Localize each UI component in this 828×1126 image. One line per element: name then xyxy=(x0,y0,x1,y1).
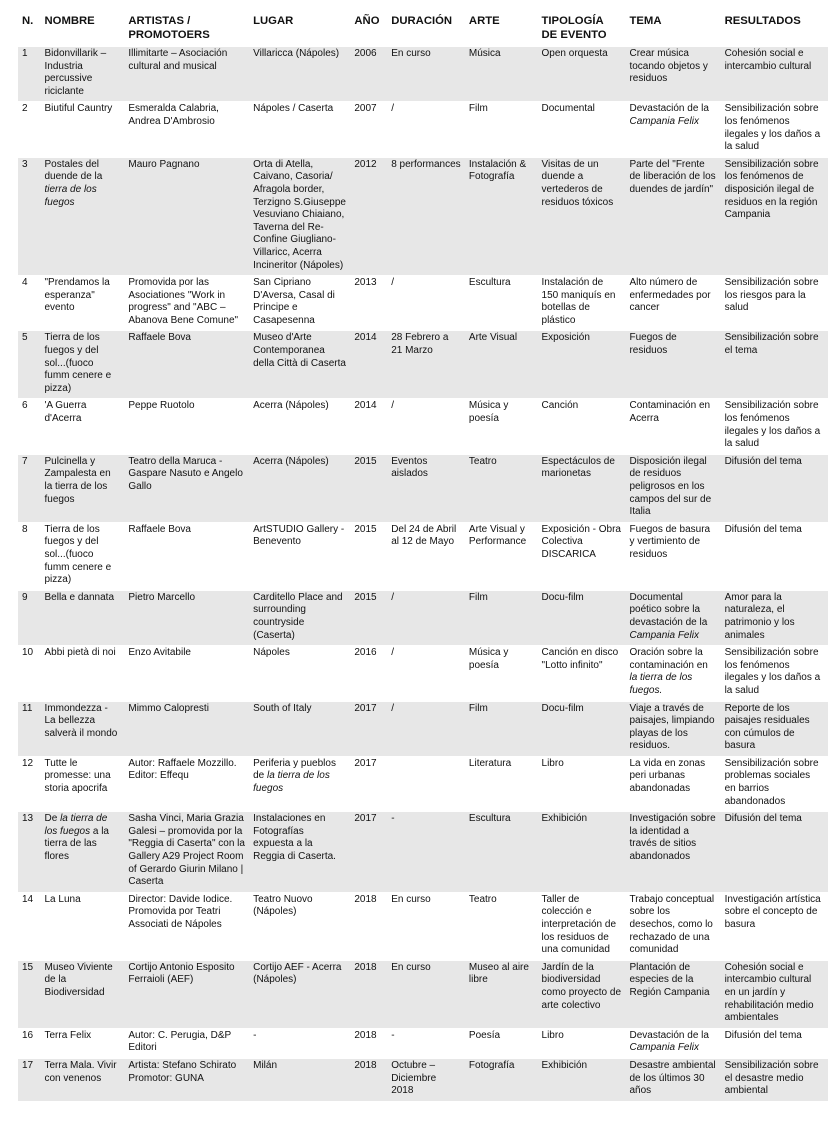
cell-ano: 2012 xyxy=(350,157,387,275)
table-row xyxy=(18,454,828,522)
cell-arte: Film xyxy=(465,701,538,756)
italic-text: Campania Felix xyxy=(629,629,699,641)
cell-resultados: Sensibilización sobre los fenómenos ilegales y los daños a la salud xyxy=(721,399,828,454)
text-segment: Teatro della Maruca - Gaspare Nasuto e Angelo Gallo xyxy=(128,455,243,492)
cell-nombre xyxy=(41,331,125,399)
text-segment: Peppe Ruotolo xyxy=(128,400,195,412)
cell-resultados: Difusión del tema xyxy=(721,812,828,893)
table-row xyxy=(18,1028,828,1058)
cell-duracion: - xyxy=(387,1028,465,1058)
table-row xyxy=(18,47,828,102)
cell-tema xyxy=(625,522,720,590)
cell-artistas xyxy=(124,276,249,331)
cell-tipologia: Open orquesta xyxy=(538,47,626,102)
text-segment: a la tierra de las flores xyxy=(44,825,109,863)
cell-resultados: Difusión del tema xyxy=(721,522,828,590)
table-body xyxy=(18,47,828,1101)
cell-nombre xyxy=(41,960,125,1028)
cell-ano: 2015 xyxy=(350,454,387,522)
text-segment: Artista: Stefano Schirato Promotor: GUNA xyxy=(128,1059,237,1084)
text-segment: Biutiful Cauntry xyxy=(44,103,113,115)
text-segment: Alto número de enfermedades por cancer xyxy=(629,277,711,314)
cell-arte: Escultura xyxy=(465,276,538,331)
table-row xyxy=(18,892,828,960)
text-segment: Contaminación en Acerra xyxy=(629,400,711,425)
table-row xyxy=(18,756,828,811)
cell-tema xyxy=(625,276,720,331)
text-segment: San Cipriano D'Aversa, Casal di Principe e Casapesenna xyxy=(253,277,335,326)
text-segment: Museo Viviente de la Biodiversidad xyxy=(44,961,113,998)
cell-artistas xyxy=(124,756,249,811)
cell-lugar xyxy=(249,756,350,811)
cell-artistas xyxy=(124,1028,249,1058)
cell-ano: 2017 xyxy=(350,756,387,811)
text-segment: Viaje a través de paisajes, limpiando playas de los residuos. xyxy=(629,702,715,752)
cell-ano: 2014 xyxy=(350,331,387,399)
header-tipologia: TIPOLOGÍA DE EVENTO xyxy=(538,8,626,47)
text-segment: Acerra (Nápoles) xyxy=(253,400,329,412)
text-segment: Pulcinella y Zampalesta en la tierra de los fuegos xyxy=(44,455,111,505)
cell-tema xyxy=(625,646,720,701)
cell-lugar xyxy=(249,331,350,399)
text-segment: Bella e dannata xyxy=(44,591,115,603)
cell-resultados: Sensibilización sobre los fenómenos ilegales y los daños a la salud xyxy=(721,102,828,157)
cell-number: 17 xyxy=(18,1058,41,1100)
cell-resultados: Sensibilización sobre problemas sociales en barrios abandonados xyxy=(721,756,828,811)
cell-lugar xyxy=(249,701,350,756)
cell-lugar xyxy=(249,812,350,893)
cell-tema xyxy=(625,47,720,102)
text-segment: Bidonvillarik – Industria percussive riciclante xyxy=(44,48,107,97)
cell-nombre xyxy=(41,812,125,893)
cell-ano: 2014 xyxy=(350,399,387,454)
text-segment: Abbi pietà di noi xyxy=(44,647,116,659)
cell-ano: 2016 xyxy=(350,646,387,701)
cell-nombre xyxy=(41,399,125,454)
cell-duracion: / xyxy=(387,276,465,331)
cell-resultados: Cohesión social e intercambio cultural en un jardín y rehabilitación medio ambientales xyxy=(721,960,828,1028)
header-n: N. xyxy=(18,8,41,47)
cell-duracion: 8 performances xyxy=(387,157,465,275)
cell-tipologia: Espectáculos de marionetas xyxy=(538,454,626,522)
text-segment: Teatro Nuovo (Nápoles) xyxy=(253,893,313,918)
cell-number: 1 xyxy=(18,47,41,102)
cell-lugar xyxy=(249,276,350,331)
text-segment: Immondezza - La bellezza salverà il mondo xyxy=(44,702,118,739)
text-segment: 'A Guerra d'Acerra xyxy=(44,400,87,425)
cell-duracion: Octubre – Diciembre 2018 xyxy=(387,1058,465,1100)
cell-ano: 2018 xyxy=(350,1058,387,1100)
cell-duracion: / xyxy=(387,102,465,157)
cell-nombre xyxy=(41,756,125,811)
cell-resultados: Sensibilización sobre los fenómenos de disposición ilegal de residuos en la región Campania xyxy=(721,157,828,275)
cell-tema xyxy=(625,701,720,756)
cell-arte: Museo al aire libre xyxy=(465,960,538,1028)
cell-resultados: Sensibilización sobre el tema xyxy=(721,331,828,399)
cell-resultados: Difusión del tema xyxy=(721,454,828,522)
cell-duracion: Del 24 de Abril al 12 de Mayo xyxy=(387,522,465,590)
italic-text: Campania Felix xyxy=(629,1042,699,1054)
table-row xyxy=(18,590,828,645)
cell-tema xyxy=(625,1028,720,1058)
cell-number: 4 xyxy=(18,276,41,331)
table-row xyxy=(18,522,828,590)
cell-tipologia: Exhibición xyxy=(538,812,626,893)
cell-tema xyxy=(625,399,720,454)
header-ano: AÑO xyxy=(350,8,387,47)
cell-tema xyxy=(625,892,720,960)
cell-tema xyxy=(625,590,720,645)
cell-tema xyxy=(625,756,720,811)
cell-duracion: Eventos aislados xyxy=(387,454,465,522)
cell-resultados: Cohesión social e intercambio cultural xyxy=(721,47,828,102)
cell-arte: Música y poesía xyxy=(465,399,538,454)
text-segment: Instalaciones en Fotografías expuesta a la Reggia di Caserta. xyxy=(253,813,336,863)
cell-tipologia: Canción en disco "Lotto infinito" xyxy=(538,646,626,701)
cell-nombre xyxy=(41,892,125,960)
cell-ano: 2017 xyxy=(350,701,387,756)
cell-arte: Fotografía xyxy=(465,1058,538,1100)
cell-number: 2 xyxy=(18,102,41,157)
table-row xyxy=(18,331,828,399)
events-table xyxy=(18,8,828,1101)
text-segment: Sasha Vinci, Maria Grazia Galesi – promovida por la "Reggia di Caserta" con la Gallery A29 Project Room of Gerardo Giurin Milano | Caserta xyxy=(128,813,245,888)
cell-duracion: En curso xyxy=(387,47,465,102)
cell-number: 11 xyxy=(18,701,41,756)
cell-lugar xyxy=(249,47,350,102)
cell-artistas xyxy=(124,399,249,454)
cell-ano: 2017 xyxy=(350,812,387,893)
cell-lugar xyxy=(249,1028,350,1058)
text-segment: Fuegos de residuos xyxy=(629,332,677,357)
text-segment: Documental poético sobre la devastación de la xyxy=(629,591,708,628)
cell-lugar xyxy=(249,646,350,701)
text-segment: - xyxy=(253,1029,257,1041)
header-row xyxy=(18,8,828,47)
cell-ano: 2006 xyxy=(350,47,387,102)
cell-lugar xyxy=(249,454,350,522)
cell-number: 13 xyxy=(18,812,41,893)
text-segment: Crear música tocando objetos y residuos xyxy=(629,48,708,85)
cell-lugar xyxy=(249,892,350,960)
cell-tipologia: Libro xyxy=(538,1028,626,1058)
cell-artistas xyxy=(124,892,249,960)
text-segment: Desastre ambiental de los últimos 30 años xyxy=(629,1059,716,1097)
cell-tipologia: Libro xyxy=(538,756,626,811)
header-lugar: LUGAR xyxy=(249,8,350,47)
cell-tipologia: Taller de colección e interpretación de los residuos de una comunidad xyxy=(538,892,626,960)
cell-ano: 2007 xyxy=(350,102,387,157)
italic-text: Campania Felix xyxy=(629,115,699,127)
text-segment: Tierra de los fuegos y del sol...(fuoco fumm cenere e pizza) xyxy=(44,523,112,586)
cell-nombre xyxy=(41,1028,125,1058)
cell-number: 8 xyxy=(18,522,41,590)
text-segment: Illimitarte – Asociación cultural and musical xyxy=(128,48,228,72)
cell-resultados: Reporte de los paisajes residuales con cúmulos de basura xyxy=(721,701,828,756)
table-row xyxy=(18,102,828,157)
cell-arte: Instalación & Fotografía xyxy=(465,157,538,275)
text-segment: Promovida por las Asociationes "Work in progress" and "ABC – Abanova Bene Comune" xyxy=(128,277,239,326)
table-row xyxy=(18,646,828,701)
text-segment: Nápoles xyxy=(253,647,290,659)
text-segment: South of Italy xyxy=(253,702,312,714)
cell-resultados: Sensibilización sobre los fenómenos ilegales y los daños a la salud xyxy=(721,646,828,701)
cell-tipologia: Documental xyxy=(538,102,626,157)
cell-tipologia: Exposición - Obra Colectiva DISCARICA xyxy=(538,522,626,590)
cell-nombre xyxy=(41,454,125,522)
cell-resultados: Sensibilización sobre los riesgos para la salud xyxy=(721,276,828,331)
cell-ano: 2018 xyxy=(350,1028,387,1058)
cell-tipologia: Exhibición xyxy=(538,1058,626,1100)
text-segment: Carditello Place and surrounding countryside (Caserta) xyxy=(253,591,343,641)
text-segment: Devastación de la xyxy=(629,1029,709,1041)
header-nombre: NOMBRE xyxy=(41,8,125,47)
text-segment: Orta di Atella, Caivano, Casoria/ Afragola border, Terzigno S.Giuseppe Vesuviano Chiaiano, Taverna del Re-Confine Giugliano- Villaricc, Acerra Incineritor (Nápoles) xyxy=(253,158,346,271)
cell-duracion: En curso xyxy=(387,892,465,960)
cell-lugar xyxy=(249,1058,350,1100)
cell-duracion: En curso xyxy=(387,960,465,1028)
text-segment: Villaricca (Nápoles) xyxy=(253,48,340,59)
cell-number: 5 xyxy=(18,331,41,399)
header-artistas: ARTISTAS / PROMOTOERS xyxy=(124,8,249,47)
cell-ano: 2015 xyxy=(350,522,387,590)
text-segment: Terra Felix xyxy=(44,1029,92,1041)
cell-ano: 2018 xyxy=(350,892,387,960)
cell-duracion xyxy=(387,756,465,811)
text-segment: Fuegos de basura y vertimiento de residuos xyxy=(629,523,711,560)
cell-number: 7 xyxy=(18,454,41,522)
cell-nombre xyxy=(41,102,125,157)
cell-artistas xyxy=(124,102,249,157)
cell-arte: Escultura xyxy=(465,812,538,893)
cell-arte: Música xyxy=(465,47,538,102)
text-segment: Trabajo conceptual sobre los desechos, como lo rechazado de una comunidad xyxy=(629,893,715,956)
header-duracion: DURACIÓN xyxy=(387,8,465,47)
header-tema: TEMA xyxy=(625,8,720,47)
cell-arte: Literatura xyxy=(465,756,538,811)
text-segment: Plantación de especies de la Región Campania xyxy=(629,961,710,998)
italic-text: la tierra de los fuegos. xyxy=(629,672,693,696)
cell-tema xyxy=(625,102,720,157)
cell-artistas xyxy=(124,590,249,645)
text-segment: Tutte le promesse: una storia apocrifa xyxy=(44,757,111,795)
text-segment: Cortijo Antonio Esposito Ferraioli (AEF) xyxy=(128,961,235,986)
cell-tema xyxy=(625,157,720,275)
cell-duracion: / xyxy=(387,399,465,454)
text-segment: Pietro Marcello xyxy=(128,591,196,603)
cell-lugar xyxy=(249,960,350,1028)
cell-tipologia: Jardín de la biodiversidad como proyecto de arte colectivo xyxy=(538,960,626,1028)
cell-artistas xyxy=(124,47,249,102)
cell-tema xyxy=(625,960,720,1028)
italic-text: tierra de los fuegos xyxy=(44,183,97,208)
cell-arte: Teatro xyxy=(465,454,538,522)
cell-nombre xyxy=(41,590,125,645)
cell-resultados: Difusión del tema xyxy=(721,1028,828,1058)
cell-number: 16 xyxy=(18,1028,41,1058)
cell-resultados: Amor para la naturaleza, el patrimonio y los animales xyxy=(721,590,828,645)
cell-ano: 2015 xyxy=(350,590,387,645)
table-row xyxy=(18,1058,828,1100)
cell-arte: Teatro xyxy=(465,892,538,960)
cell-nombre xyxy=(41,522,125,590)
cell-lugar xyxy=(249,157,350,275)
table-row xyxy=(18,812,828,893)
text-segment: Esmeralda Calabria, Andrea D'Ambrosio xyxy=(128,103,219,127)
cell-arte: Música y poesía xyxy=(465,646,538,701)
cell-tema xyxy=(625,812,720,893)
text-segment: Mauro Pagnano xyxy=(128,158,200,170)
text-segment: "Prendamos la esperanza" evento xyxy=(44,277,110,314)
page xyxy=(0,8,828,1126)
cell-nombre xyxy=(41,646,125,701)
cell-number: 10 xyxy=(18,646,41,701)
table-row xyxy=(18,960,828,1028)
table-row xyxy=(18,276,828,331)
cell-artistas xyxy=(124,960,249,1028)
cell-ano: 2018 xyxy=(350,960,387,1028)
table-row xyxy=(18,399,828,454)
text-segment: De xyxy=(44,813,61,825)
text-segment: Cortijo AEF - Acerra (Nápoles) xyxy=(253,961,342,986)
cell-artistas xyxy=(124,646,249,701)
cell-duracion: - xyxy=(387,812,465,893)
cell-tema xyxy=(625,1058,720,1100)
cell-tipologia: Canción xyxy=(538,399,626,454)
text-segment: ArtSTUDIO Gallery - Benevento xyxy=(253,523,345,548)
text-segment: Acerra (Nápoles) xyxy=(253,455,329,467)
text-segment: Museo d'Arte Contemporanea della Città di Caserta xyxy=(253,332,346,369)
cell-duracion: / xyxy=(387,646,465,701)
italic-text: la tierra de los fuegos xyxy=(253,770,330,795)
cell-artistas xyxy=(124,701,249,756)
cell-arte: Arte Visual xyxy=(465,331,538,399)
text-segment: Autor: C. Perugia, D&P Editori xyxy=(128,1029,232,1054)
text-segment: Disposición ilegal de residuos peligrosos en los campos del sur de Italia xyxy=(629,455,712,518)
cell-resultados: Investigación artística sobre el concepto de basura xyxy=(721,892,828,960)
cell-duracion: 28 Febrero a 21 Marzo xyxy=(387,331,465,399)
cell-lugar xyxy=(249,590,350,645)
header-arte: ARTE xyxy=(465,8,538,47)
cell-artistas xyxy=(124,1058,249,1100)
text-segment: Investigación sobre la identidad a través de sitios abandonados xyxy=(629,813,716,863)
cell-artistas xyxy=(124,812,249,893)
cell-resultados: Sensibilización sobre el desastre medio ambiental xyxy=(721,1058,828,1100)
cell-tipologia: Instalación de 150 maniquís en botellas de plástico xyxy=(538,276,626,331)
cell-arte: Arte Visual y Performance xyxy=(465,522,538,590)
cell-arte: Poesía xyxy=(465,1028,538,1058)
cell-lugar xyxy=(249,399,350,454)
cell-artistas xyxy=(124,454,249,522)
text-segment: Mimmo Calopresti xyxy=(128,702,209,714)
text-segment: Raffaele Bova xyxy=(128,332,191,344)
cell-artistas xyxy=(124,522,249,590)
cell-duracion: / xyxy=(387,701,465,756)
cell-duracion: / xyxy=(387,590,465,645)
text-segment: Terra Mala. Vivir con venenos xyxy=(44,1059,117,1084)
cell-nombre xyxy=(41,47,125,102)
text-segment: Autor: Raffaele Mozzillo. Editor: Effequ xyxy=(128,757,237,782)
cell-number: 6 xyxy=(18,399,41,454)
cell-nombre xyxy=(41,276,125,331)
text-segment: La Luna xyxy=(44,893,81,905)
header-resultados: RESULTADOS xyxy=(721,8,828,47)
cell-arte: Film xyxy=(465,102,538,157)
cell-tipologia: Docu-film xyxy=(538,590,626,645)
text-segment: Oración sobre la contaminación en xyxy=(629,647,708,671)
italic-text: la tierra de los fuegos xyxy=(44,813,108,837)
cell-nombre xyxy=(41,701,125,756)
cell-tipologia: Visitas de un duende a vertederos de residuos tóxicos xyxy=(538,157,626,275)
text-segment: Nápoles / Caserta xyxy=(253,103,334,115)
cell-arte: Film xyxy=(465,590,538,645)
table-row xyxy=(18,157,828,275)
cell-number: 3 xyxy=(18,157,41,275)
cell-number: 15 xyxy=(18,960,41,1028)
cell-tipologia: Exposición xyxy=(538,331,626,399)
cell-tipologia: Docu-film xyxy=(538,701,626,756)
text-segment: Raffaele Bova xyxy=(128,523,191,535)
table-row xyxy=(18,701,828,756)
cell-lugar xyxy=(249,102,350,157)
text-segment: Director: Davide Iodice. Promovida por Teatri Associati de Nápoles xyxy=(128,893,233,930)
cell-tema xyxy=(625,454,720,522)
text-segment: La vida en zonas peri urbanas abandonadas xyxy=(629,757,706,795)
cell-artistas xyxy=(124,157,249,275)
cell-number: 9 xyxy=(18,590,41,645)
cell-ano: 2013 xyxy=(350,276,387,331)
cell-number: 14 xyxy=(18,892,41,960)
text-segment: Tierra de los fuegos y del sol...(fuoco fumm cenere e pizza) xyxy=(44,332,112,394)
cell-tema xyxy=(625,331,720,399)
text-segment: Parte del "Frente de liberación de los duendes de jardín" xyxy=(629,158,716,195)
cell-nombre xyxy=(41,1058,125,1100)
cell-artistas xyxy=(124,331,249,399)
text-segment: Enzo Avitabile xyxy=(128,647,191,659)
cell-lugar xyxy=(249,522,350,590)
text-segment: Periferia y pueblos de xyxy=(253,757,336,782)
text-segment: Postales del duende de la xyxy=(44,158,103,183)
text-segment: Milán xyxy=(253,1059,278,1071)
text-segment: Devastación de la xyxy=(629,103,709,115)
cell-nombre xyxy=(41,157,125,275)
cell-number: 12 xyxy=(18,756,41,811)
